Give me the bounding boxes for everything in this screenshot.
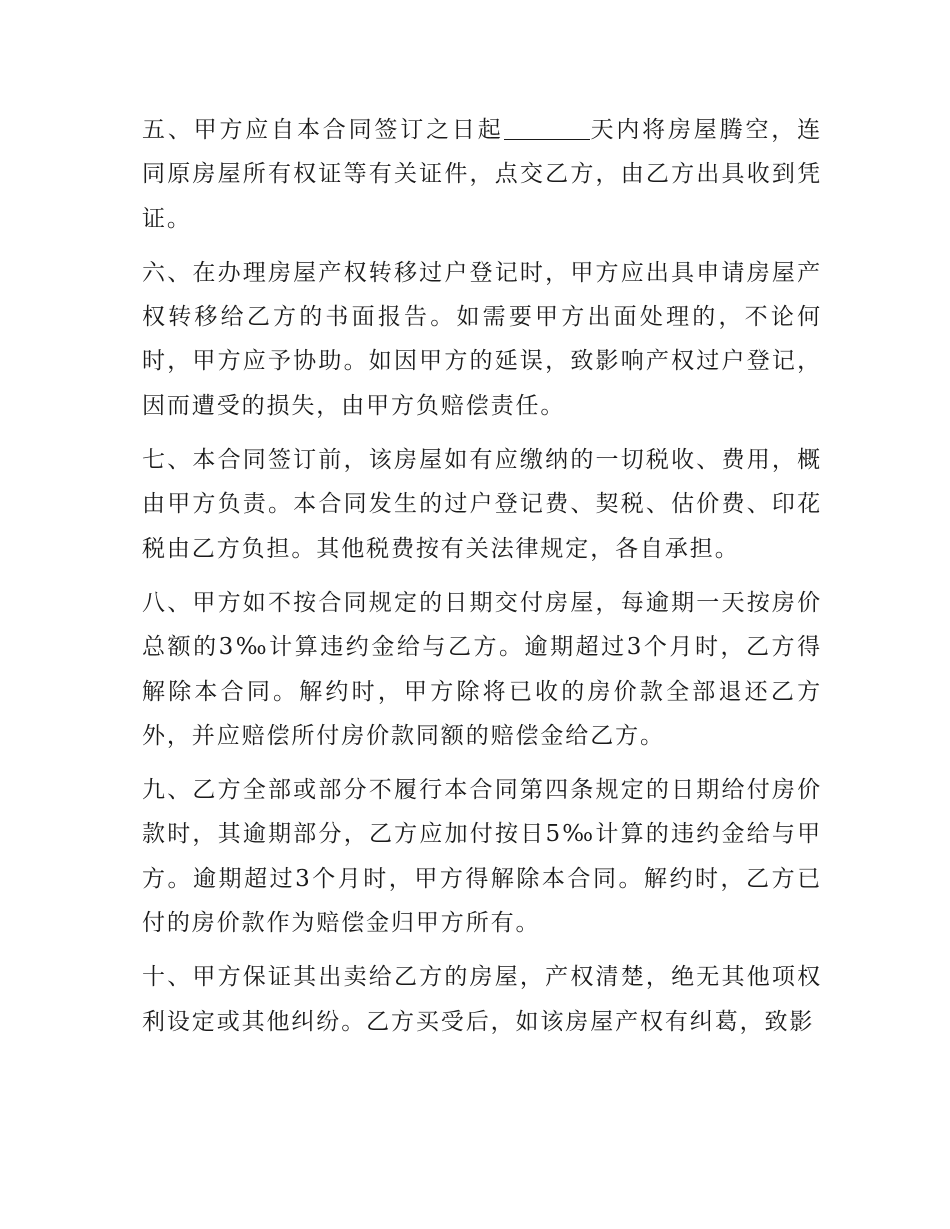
clause-5 [142, 108, 822, 241]
clause-9: 九、乙方全部或部分不履行本合同第四条规定的日期给付房价款时，其逾期部分，乙方应加付按日5‰计算的违约金给与甲方。逾期超过3个月时，甲方得解除本合同。解约时，乙方已付的房价款作为赔偿金归甲方所有。 [142, 777, 822, 937]
clause-5-text-start: 五、甲方应自本合同签订之日起 [142, 117, 504, 143]
fill-in-blank [504, 113, 590, 140]
document-body [142, 108, 822, 1054]
clause-5-text-end: 天内将房屋腾空，连同原房屋所有权证等有关证件，点交乙方，由乙方出具收到凭证。 [142, 117, 822, 232]
clause-6: 六、在办理房屋产权转移过户登记时，甲方应出具申请房屋产权转移给乙方的书面报告。如需要甲方出面处理的，不论何时，甲方应予协助。如因甲方的延误，致影响产权过户登记，因而遭受的损失，由甲方负赔偿责任。 [142, 259, 822, 419]
clause-10: 十、甲方保证其出卖给乙方的房屋，产权清楚，绝无其他项权利设定或其他纠纷。乙方买受后，如该房屋产权有纠葛，致影 [142, 964, 822, 1035]
clause-8: 八、甲方如不按合同规定的日期交付房屋，每逾期一天按房价总额的3‰计算违约金给与乙方。逾期超过3个月时，乙方得解除本合同。解约时，甲方除将已收的房价款全部退还乙方外，并应赔偿所付房价款同额的赔偿金给乙方。 [142, 589, 822, 749]
clause-7: 七、本合同签订前，该房屋如有应缴纳的一切税收、费用，概由甲方负责。本合同发生的过户登记费、契税、估价费、印花税由乙方负担。其他税费按有关法律规定，各自承担。 [142, 447, 822, 562]
